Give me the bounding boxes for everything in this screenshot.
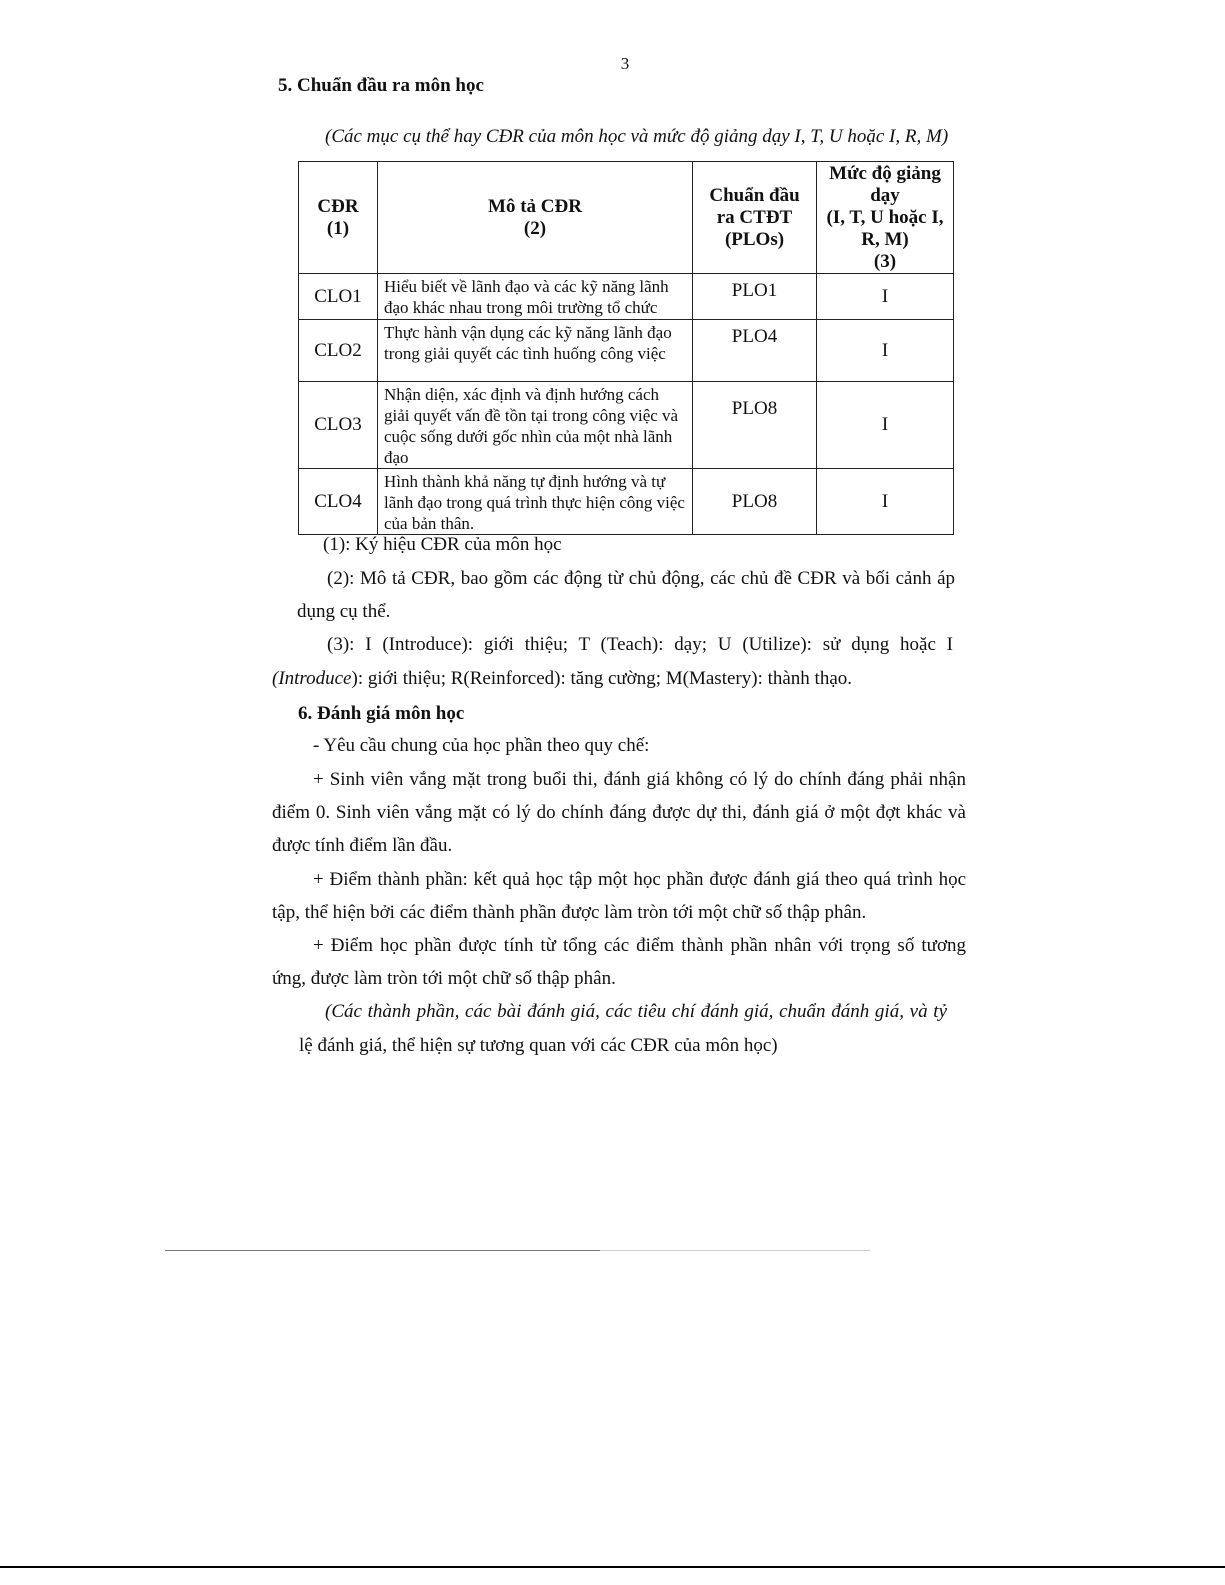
clo-desc: Nhận diện, xác định và định hướng cách giải quyết vấn đề tồn tại trong công việc và cuộc sống dưới gốc nhìn của một nhà lãnh đạo xyxy=(378,382,693,469)
header-level-a: Mức độ giảng xyxy=(829,162,941,184)
section-6-line-3b: tập, thể hiện bởi các điểm thành phần được làm tròn tới một chữ số thập phân. xyxy=(272,902,867,923)
clo-level: I xyxy=(817,382,954,469)
section-6-line-5a: (Các thành phần, các bài đánh giá, các tiêu chí đánh giá, chuẩn đánh giá, và tỷ xyxy=(325,1001,947,1022)
header-level-c: (I, T, U hoặc I, xyxy=(826,206,944,228)
table-row xyxy=(299,274,954,320)
clo-code: CLO4 xyxy=(299,469,378,535)
section-6-line-1: - Yêu cầu chung của học phần theo quy chế: xyxy=(313,735,650,756)
clo-plo: PLO4 xyxy=(693,320,817,382)
clo-code: CLO3 xyxy=(299,382,378,469)
note-3-italic: (Introduce xyxy=(272,668,352,689)
header-desc xyxy=(378,162,693,274)
clo-level: I xyxy=(817,320,954,382)
section-6-line-5b: lệ đánh giá, thể hiện sự tương quan với các CĐR của môn học) xyxy=(299,1035,778,1056)
note-2-line-2: dụng cụ thể. xyxy=(297,601,391,622)
section-6-title: 6. Đánh giá môn học xyxy=(298,703,465,724)
section-5-note xyxy=(325,126,948,148)
clo-plo: PLO8 xyxy=(693,469,817,535)
header-desc-num: (2) xyxy=(523,217,547,239)
note-1: (1): Ký hiệu CĐR của môn học xyxy=(323,534,562,555)
header-level xyxy=(817,162,954,274)
table-row xyxy=(299,469,954,535)
header-level-b: dạy xyxy=(870,184,900,206)
clo-table xyxy=(298,161,954,535)
clo-level: I xyxy=(817,274,954,320)
footer-rule-faint xyxy=(600,1250,870,1251)
header-cdr-label: CĐR xyxy=(317,195,359,217)
note-close: ) xyxy=(941,126,949,147)
header-plo xyxy=(693,162,817,274)
clo-code: CLO1 xyxy=(299,274,378,320)
header-plo-a: Chuẩn đầu xyxy=(709,184,800,206)
header-desc-label: Mô tả CĐR xyxy=(488,195,582,217)
footer-rule xyxy=(165,1250,605,1251)
header-cdr-num: (1) xyxy=(326,217,350,239)
table-row xyxy=(299,320,954,382)
note-2-line-1: (2): Mô tả CĐR, bao gồm các động từ chủ động, các chủ đề CĐR và bối cảnh áp xyxy=(327,568,955,589)
header-plo-b: ra CTĐT xyxy=(716,206,793,228)
header-plo-c: (PLOs) xyxy=(724,228,785,250)
section-6-line-3a: + Điểm thành phần: kết quả học tập một học phần được đánh giá theo quá trình học xyxy=(313,869,966,890)
clo-plo: PLO8 xyxy=(693,382,817,469)
note-3-line-2 xyxy=(272,668,852,690)
section-6-line-4b: ứng, được làm tròn tới một chữ số thập phân. xyxy=(272,968,616,989)
section-6-line-2a: + Sinh viên vắng mặt trong buổi thi, đánh giá không có lý do chính đáng phải nhận xyxy=(313,769,966,790)
section-5-title: 5. Chuẩn đầu ra môn học xyxy=(278,75,484,96)
header-level-d: R, M) xyxy=(861,228,909,250)
clo-code: CLO2 xyxy=(299,320,378,382)
header-level-e: (3) xyxy=(873,250,897,272)
clo-desc: Thực hành vận dụng các kỹ năng lãnh đạo trong giải quyết các tình huống công việc xyxy=(378,320,693,382)
note-3-rest: ): giới thiệu; R(Reinforced): tăng cường; M(Mastery): thành thạo. xyxy=(351,668,853,689)
section-6-line-2c: được tính điểm lần đầu. xyxy=(272,835,453,856)
note-3-line-1: (3): I (Introduce): giới thiệu; T (Teach): dạy; U (Utilize): sử dụng hoặc I xyxy=(327,634,953,655)
table-row xyxy=(299,382,954,469)
clo-plo: PLO1 xyxy=(693,274,817,320)
clo-desc: Hiểu biết về lãnh đạo và các kỹ năng lãnh đạo khác nhau trong môi trường tổ chức xyxy=(378,274,693,320)
section-6-line-4a: + Điểm học phần được tính từ tổng các điểm thành phần nhân với trọng số tương xyxy=(313,935,966,956)
header-cdr xyxy=(299,162,378,274)
page-number: 3 xyxy=(620,54,630,73)
table-header-row xyxy=(299,162,954,274)
clo-desc: Hình thành khả năng tự định hướng và tự lãnh đạo trong quá trình thực hiện công việc của bản thân. xyxy=(378,469,693,535)
section-6-line-2b: điểm 0. Sinh viên vắng mặt có lý do chính đáng được dự thi, đánh giá ở một đợt khác và xyxy=(272,802,966,823)
note-text: (Các mục cụ thể hay CĐR của môn học và mức độ giảng dạy I, T, U hoặc I, R, M xyxy=(325,126,942,147)
page-bottom-edge xyxy=(0,1566,1225,1568)
clo-level: I xyxy=(817,469,954,535)
